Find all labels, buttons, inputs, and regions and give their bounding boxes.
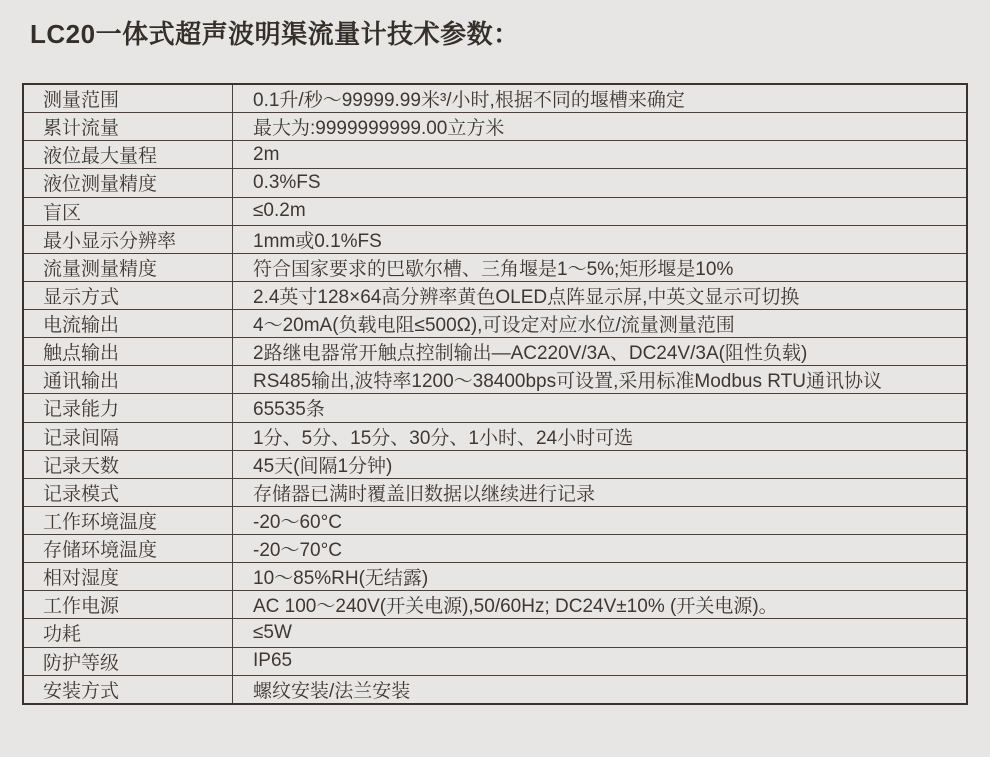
spec-label: 液位测量精度 bbox=[23, 169, 233, 197]
table-row bbox=[23, 84, 967, 113]
spec-value: -20～70°C bbox=[233, 535, 968, 563]
spec-table bbox=[22, 83, 968, 705]
spec-label: 记录能力 bbox=[23, 394, 233, 422]
table-row bbox=[23, 366, 967, 394]
table-row bbox=[23, 338, 967, 366]
table-row bbox=[23, 281, 967, 309]
table-row bbox=[23, 113, 967, 141]
spec-value: 1分、5分、15分、30分、1小时、24小时可选 bbox=[233, 422, 968, 450]
table-row bbox=[23, 225, 967, 253]
table-row bbox=[23, 450, 967, 478]
spec-value: 0.3%FS bbox=[233, 169, 968, 197]
table-row bbox=[23, 422, 967, 450]
spec-value: ≤0.2m bbox=[233, 197, 968, 225]
spec-label: 显示方式 bbox=[23, 281, 233, 309]
spec-value: ≤5W bbox=[233, 619, 968, 647]
table-row bbox=[23, 197, 967, 225]
spec-value: 45天(间隔1分钟) bbox=[233, 450, 968, 478]
spec-value: 4～20mA(负载电阻≤500Ω),可设定对应水位/流量测量范围 bbox=[233, 310, 968, 338]
spec-label: 液位最大量程 bbox=[23, 141, 233, 169]
spec-value: 符合国家要求的巴歇尔槽、三角堰是1～5%;矩形堰是10% bbox=[233, 253, 968, 281]
spec-label: 记录间隔 bbox=[23, 422, 233, 450]
table-row bbox=[23, 619, 967, 647]
table-row bbox=[23, 591, 967, 619]
table-row bbox=[23, 506, 967, 534]
spec-label: 电流输出 bbox=[23, 310, 233, 338]
table-row bbox=[23, 310, 967, 338]
spec-label: 测量范围 bbox=[23, 84, 233, 113]
spec-label: 触点输出 bbox=[23, 338, 233, 366]
spec-label: 相对湿度 bbox=[23, 563, 233, 591]
spec-label: 工作环境温度 bbox=[23, 506, 233, 534]
table-row bbox=[23, 141, 967, 169]
table-row bbox=[23, 169, 967, 197]
spec-value: 1mm或0.1%FS bbox=[233, 225, 968, 253]
table-row bbox=[23, 394, 967, 422]
spec-label: 累计流量 bbox=[23, 113, 233, 141]
spec-value: 65535条 bbox=[233, 394, 968, 422]
spec-label: 盲区 bbox=[23, 197, 233, 225]
table-row bbox=[23, 253, 967, 281]
spec-value: 2.4英寸128×64高分辨率黄色OLED点阵显示屏,中英文显示可切换 bbox=[233, 281, 968, 309]
table-row bbox=[23, 647, 967, 675]
spec-value: 2m bbox=[233, 141, 968, 169]
spec-label: 功耗 bbox=[23, 619, 233, 647]
spec-label: 最小显示分辨率 bbox=[23, 225, 233, 253]
spec-value: AC 100～240V(开关电源),50/60Hz; DC24V±10% (开关电源)。 bbox=[233, 591, 968, 619]
spec-label: 记录模式 bbox=[23, 478, 233, 506]
spec-value: IP65 bbox=[233, 647, 968, 675]
spec-label: 存储环境温度 bbox=[23, 535, 233, 563]
spec-value: 0.1升/秒～99999.99米³/小时,根据不同的堰槽来确定 bbox=[233, 84, 968, 113]
table-row bbox=[23, 478, 967, 506]
spec-value: 存储器已满时覆盖旧数据以继续进行记录 bbox=[233, 478, 968, 506]
spec-value: RS485输出,波特率1200～38400bps可设置,采用标准Modbus RTU通讯协议 bbox=[233, 366, 968, 394]
spec-label: 防护等级 bbox=[23, 647, 233, 675]
spec-label: 安装方式 bbox=[23, 675, 233, 704]
spec-value: 最大为:9999999999.00立方米 bbox=[233, 113, 968, 141]
spec-value: 螺纹安装/法兰安装 bbox=[233, 675, 968, 704]
table-row bbox=[23, 535, 967, 563]
table-row bbox=[23, 563, 967, 591]
spec-value: 10～85%RH(无结露) bbox=[233, 563, 968, 591]
spec-label: 通讯输出 bbox=[23, 366, 233, 394]
spec-table-body bbox=[23, 84, 967, 704]
spec-label: 工作电源 bbox=[23, 591, 233, 619]
spec-label: 流量测量精度 bbox=[23, 253, 233, 281]
table-row bbox=[23, 675, 967, 704]
page-title: LC20一体式超声波明渠流量计技术参数： bbox=[30, 19, 520, 49]
spec-label: 记录天数 bbox=[23, 450, 233, 478]
spec-value: -20～60°C bbox=[233, 506, 968, 534]
spec-value: 2路继电器常开触点控制输出—AC220V/3A、DC24V/3A(阻性负载) bbox=[233, 338, 968, 366]
